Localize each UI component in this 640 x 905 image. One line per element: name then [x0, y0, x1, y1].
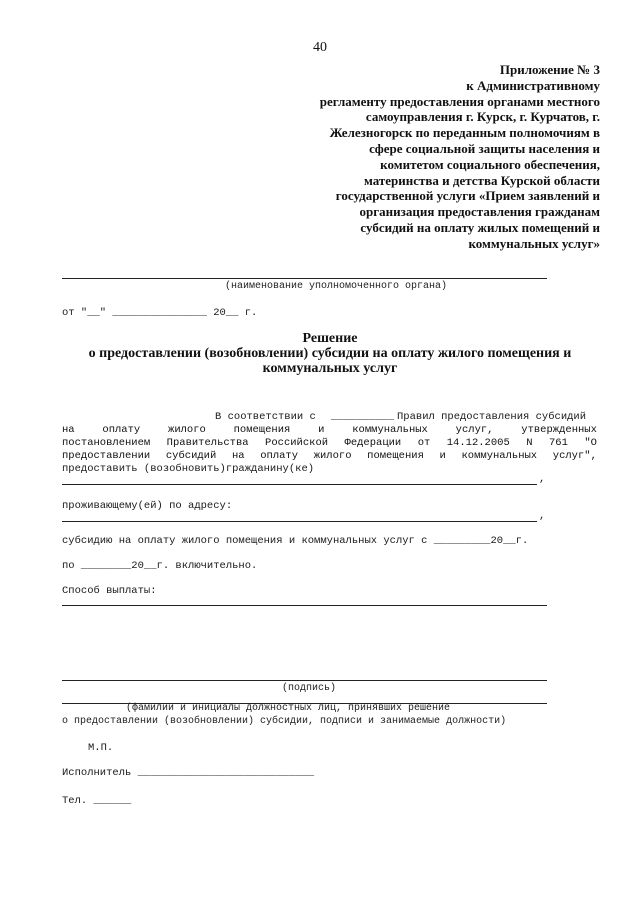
address-comma: , [539, 510, 546, 522]
address-label: проживающему(ей) по адресу: [62, 500, 233, 512]
decision-title-line: коммунальных услуг [262, 361, 398, 376]
appendix-line: регламенту предоставления органами местного [319, 93, 600, 109]
organ-name-caption: (наименование уполномоченного органа) [225, 281, 448, 292]
subsidy-end-line: по ________20__г. включительно. [62, 560, 258, 572]
payment-method-line [62, 605, 547, 606]
appendix-line: Приложение № 3 [499, 62, 600, 77]
decision-title-line: Решение [302, 331, 358, 346]
citizen-name-comma: , [539, 473, 546, 485]
appendix-line: государственной услуги «Прием заявлений и [335, 188, 600, 204]
stamp-label: М.П. [88, 742, 114, 754]
organ-name-line [62, 278, 547, 279]
para-row1-blank: __________ [331, 411, 395, 423]
decision-title [60, 331, 600, 376]
address-line [62, 521, 537, 522]
subsidy-start-line: субсидию на оплату жилого помещения и коммунальных услуг с _________20__г. [62, 535, 529, 547]
decision-title-line: о предоставлении (возобновлении) субсидии на оплату жилого помещения и [88, 346, 572, 361]
para-row1-left: В соответствии с [215, 411, 316, 423]
officials-caption-1: (фамилии и инициалы должностных лиц, принявших решение [126, 703, 451, 714]
signature-caption: (подпись) [282, 683, 337, 694]
appendix-line: Железногорск по переданным полномочиям в [329, 125, 600, 141]
para-row2: на оплату жилого помещения и коммунальных услуг, утвержденных [62, 424, 597, 436]
para-row3: постановлением Правительства Российской Федерации от 14.12.2005 N 761 "О [62, 437, 597, 449]
appendix-line: субсидий на оплату жилых помещений и [360, 219, 600, 235]
page-number: 40 [313, 40, 327, 55]
officials-caption-2: о предоставлении (возобновлении) субсидии, подписи и занимаемые должности) [62, 716, 507, 727]
phone-label: Тел. ______ [62, 795, 132, 807]
appendix-line: коммунальных услуг» [468, 235, 600, 251]
appendix-line: материнства и детства Курской области [363, 172, 600, 188]
payment-method-label: Способ выплаты: [62, 585, 157, 597]
para-row5: предоставить (возобновить)гражданину(ке) [62, 463, 315, 475]
signature-line [62, 680, 547, 681]
appendix-line: самоуправления г. Курск, г. Курчатов, г. [365, 109, 600, 125]
para-row1-right: Правил предоставления субсидий [397, 411, 587, 423]
executor-label: Исполнитель ____________________________ [62, 767, 315, 779]
appendix-line: организация предоставления гражданам [359, 204, 600, 220]
appendix-line: к Административному [466, 77, 600, 93]
date-line: от "__" _______________ 20__ г. [62, 307, 258, 319]
citizen-name-line [62, 484, 537, 485]
appendix-header [300, 62, 600, 252]
appendix-line: сфере социальной защиты населения и [369, 140, 600, 156]
appendix-line: комитетом социального обеспечения, [380, 156, 600, 172]
para-row4: предоставлении субсидий на оплату жилого помещения и коммунальных услуг", [62, 450, 597, 462]
